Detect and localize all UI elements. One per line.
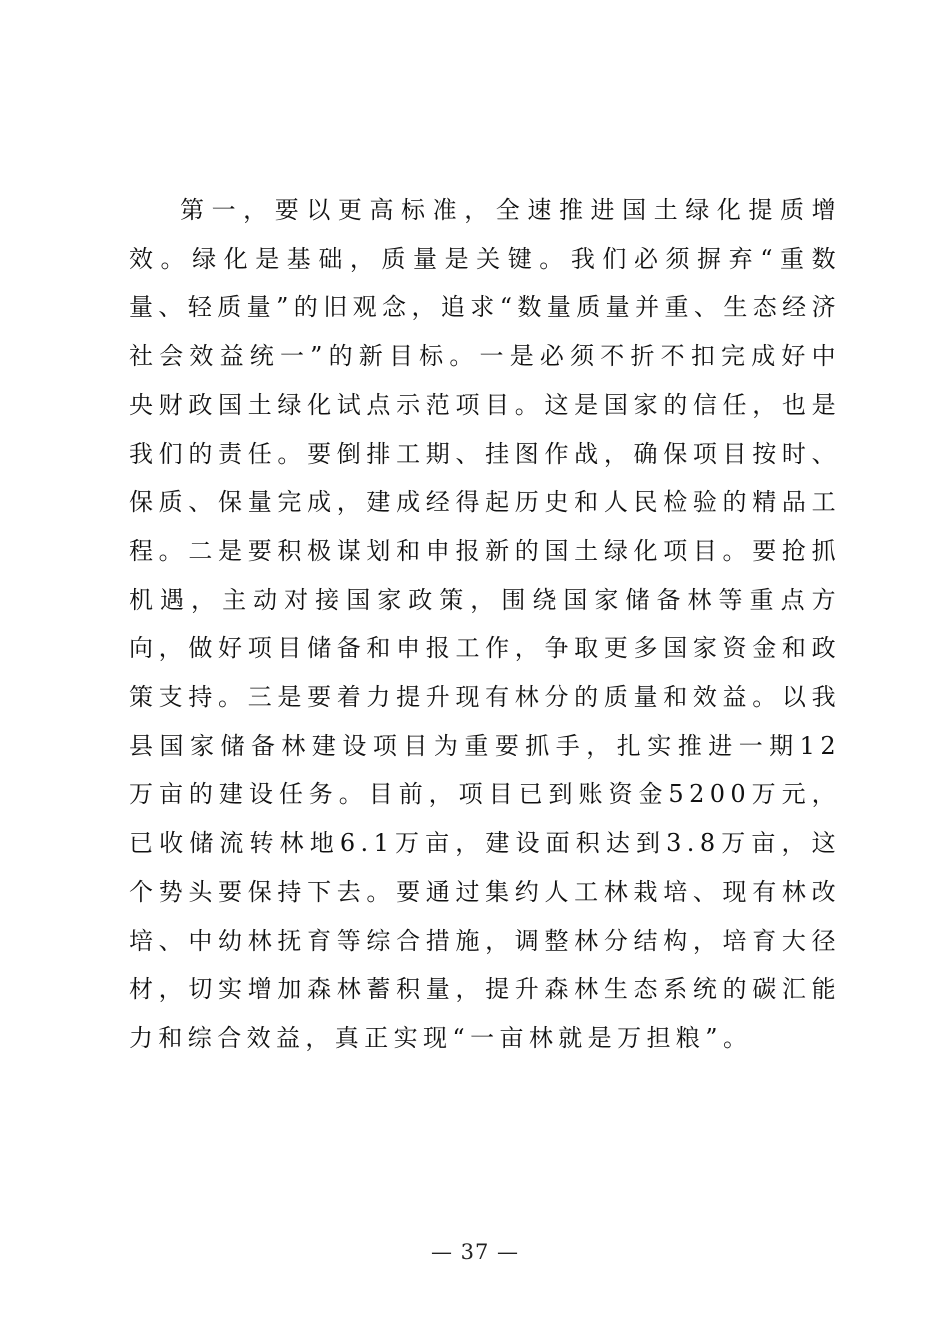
- page-number: — 37 —: [430, 1240, 520, 1264]
- body-paragraph: 第一，要以更高标准，全速推进国土绿化提质增效。绿化是基础，质量是关键。我们必须摒弃“重数量、轻质量”的旧观念，追求“数量质量并重、生态经济社会效益统一”的新目标。一是必须不折不扣完成好中央财政国土绿化试点示范项目。这是国家的信任，也是我们的责任。要倒排工期、挂图作战，确保项目按时、保质、保量完成，建成经得起历史和人民检验的精品工程。二是要积极谋划和申报新的国土绿化项目。要抢抓机遇，主动对接国家政策，围绕国家储备林等重点方向，做好项目储备和申报工作，争取更多国家资金和政策支持。三是要着力提升现有林分的质量和效益。以我县国家储备林建设项目为重要抓手，扎实推进一期12万亩的建设任务。目前，项目已到账资金5200万元，已收储流转林地6.1万亩，建设面积达到3.8万亩，这个势头要保持下去。要通过集约人工林栽培、现有林改培、中幼林抚育等综合措施，调整林分结构，培育大径材，切实增加森林蓄积量，提升森林生态系统的碳汇能力和综合效益，真正实现“一亩林就是万担粮”。: [129, 196, 841, 1052]
